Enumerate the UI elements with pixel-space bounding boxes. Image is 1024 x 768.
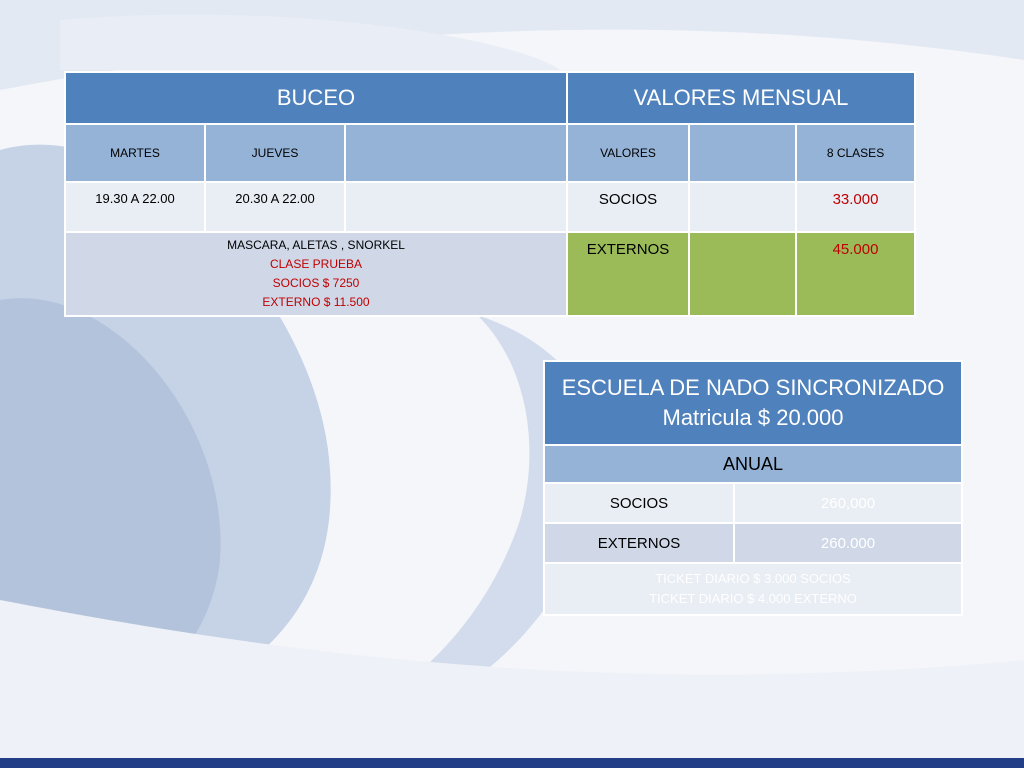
empty-cell [689,232,796,316]
matricula-price: Matricula $ 20.000 [662,405,844,430]
buceo-table [64,71,916,317]
values-title: VALORES MENSUAL [567,72,915,124]
nado-header [544,361,962,445]
ticket-socios: TICKET DIARIO $ 3.000 SOCIOS [655,571,851,586]
martes-time: 19.30 A 22.00 [65,182,205,232]
martes-header: MARTES [65,124,205,182]
empty-header-cell [345,124,567,182]
empty-header-cell [689,124,796,182]
nado-title: ESCUELA DE NADO SINCRONIZADO [561,375,945,400]
clases-header: 8 CLASES [796,124,915,182]
nado-table [543,360,963,616]
ticket-note [544,563,962,615]
trial-socios-price: SOCIOS $ 7250 [272,276,360,290]
jueves-time: 20.30 A 22.00 [205,182,345,232]
externos-label: EXTERNOS [567,232,689,316]
buceo-title: BUCEO [65,72,567,124]
nado-socios-price: 260,000 [734,483,962,523]
anual-header: ANUAL [544,445,962,483]
externos-price: 45.000 [796,232,915,316]
trial-externo-price: EXTERNO $ 11.500 [262,295,370,309]
equipment-note: MASCARA, ALETAS , SNORKEL [227,238,405,252]
bottom-bar [0,758,1024,768]
nado-externos-label: EXTERNOS [544,523,734,563]
valores-header: VALORES [567,124,689,182]
ticket-externo: TICKET DIARIO $ 4.000 EXTERNO [649,591,857,606]
socios-label: SOCIOS [567,182,689,232]
socios-price: 33.000 [796,182,915,232]
trial-class-note: CLASE PRUEBA [269,257,363,271]
nado-socios-label: SOCIOS [544,483,734,523]
jueves-header: JUEVES [205,124,345,182]
empty-cell [689,182,796,232]
buceo-note [65,232,567,316]
nado-externos-price: 260.000 [734,523,962,563]
empty-cell [345,182,567,232]
